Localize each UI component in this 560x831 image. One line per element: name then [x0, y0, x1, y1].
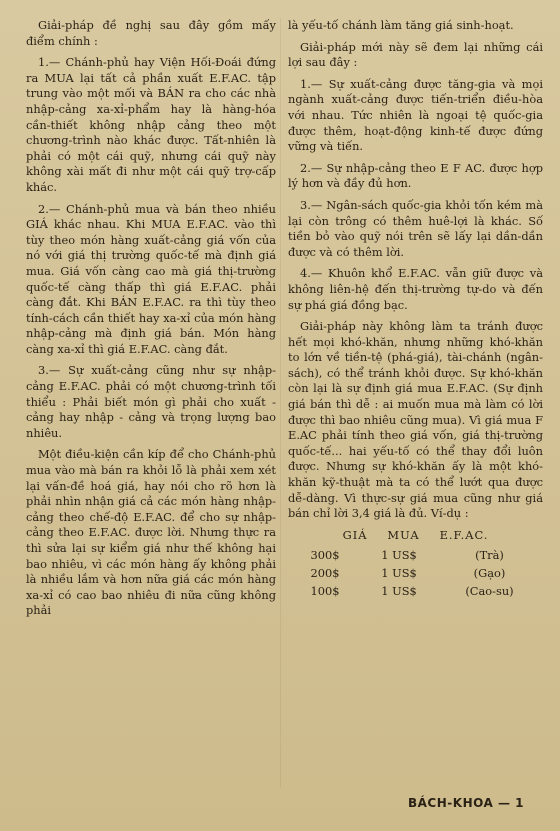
price-cell: 100$	[310, 583, 340, 598]
price-cell: 200$	[310, 566, 340, 580]
unit-cell: 1 US$	[381, 583, 417, 598]
paragraph: 2.— Sự nhập-cảng theo E F AC. được hợp lý hơn và đầy đủ hơn.	[288, 160, 543, 191]
item-cell: (Gạo)	[473, 566, 506, 580]
price-table-header	[288, 528, 543, 544]
right-column	[288, 18, 543, 600]
table-row	[288, 565, 543, 583]
column-divider	[280, 18, 281, 788]
price-table	[288, 547, 543, 600]
paragraph: 3.— Sự xuất-cảng cũng như sự nhập-cảng E.F.AC. phải có một chương-trình tối thiểu : Phải biết món gì phải cho xuất - cảng hay nhập - cảng và trọng lượng bao nhiêu.	[26, 363, 276, 440]
price-cell: 300$	[310, 548, 340, 563]
paragraph: Giải-pháp này không làm ta tránh được hết mọi khó-khăn, nhưng những khó-khăn to lớn về tiền-tệ (phá-giá), tài-chánh (ngân-sách), có thể tránh khỏi được. Sự khó-khăn còn lại là sự định giá mua E.F.AC. (Sự định giá bán thì dễ : ai muốn mua mà làm có lời được thì bao nhiêu cũng mua). Vì giá mua F E.AC phải tính theo giá vốn, giá thị-trường quốc-tế... hai yếu-tố có thể thay đổi luôn được. Nhưng sự khó-khăn ấy là một khó-khăn kỹ-thuật mà ta có thể lướt qua được dễ-dàng. Vì thực-sự giá mua cũng như giá bán chỉ lời 3,4 giá là đủ. Ví-dụ :	[288, 319, 543, 521]
price-header-col3: E.F.AC.	[439, 527, 489, 542]
unit-cell: 1 US$	[381, 566, 417, 580]
item-cell: (Cao-su)	[465, 583, 514, 598]
table-row	[288, 583, 543, 601]
paragraph: Một điều-kiện cần kíp để cho Chánh-phủ mua vào mà bán ra khỏi lỗ là phải xem xét lại vấn-đề hoá giá, hay nói cho rõ hơn là phải nhìn nhận giá cả các món hàng nhập-cảng theo chế-độ E.F.AC. để cho sự nhập-cảng theo E.F.AC. được lời. Nhưng thực ra thì sửa lại sự kiểm giá như thế không hại bao nhiêu, vì các món hàng ấy không phải là nhiều lắm và hơn nữa giá các món hàng xa-xỉ có cao bao nhiêu đi nữa cũng không phải	[26, 447, 276, 618]
paragraph: 1.— Sự xuất-cảng được tăng-gia và mọi ngành xuất-cảng được tiến-triển điều-hòa với nhau. Tức nhiên là ngoại tệ quốc-gia được thêm, hoạt-động kinh-tế được đứng vững và tiến.	[288, 76, 543, 154]
paragraph: 1.— Chánh-phủ hay Viện Hối-Đoái đứng ra MUA lại tất cả phần xuất E.F.AC. tập trung vào một mối và BÁN ra cho các nhà nhập-cảng xa-xỉ-phẩm hay là hàng-hóa cần-thiết không nhập cảng theo một chương-trình nào khác được. Tất-nhiên là phải có một cái quỹ, nhưng cái quỹ này không xài mất đi như một cái quỹ trợ-cấp khác.	[26, 55, 276, 194]
paragraph: 2.— Chánh-phủ mua và bán theo nhiều GIÁ khác nhau. Khi MUA E.F.AC. vào thì tùy theo món hàng xuất-cảng giá vốn của nó với giá thị trường quốc-tế mà định giá mua. Giá vốn càng cao mà giá thị-trường quốc-tế càng thấp thì giá E.F.AC. phải càng đắt. Khi BÁN E.F.AC. ra thì tùy theo tính-cách cần thiết hay xa-xỉ của món hàng nhập-cảng mà định giá bán. Món hàng càng xa-xỉ thì giá E.F.AC. càng đắt.	[26, 201, 276, 356]
price-header-col2: MUA	[387, 527, 420, 542]
left-column	[26, 18, 276, 625]
price-header-col1: GIÁ	[342, 527, 368, 542]
paragraph: Giải-pháp đề nghị sau đây gồm mấy điểm chính :	[26, 18, 276, 48]
table-row	[288, 547, 543, 565]
paragraph: là yếu-tố chánh làm tăng giá sinh-hoạt.	[288, 18, 514, 32]
paragraph: 4.— Khuôn khổ E.F.AC. vẫn giữ được và không liên-hệ đến thị-trường tự-do và đến sự phá giá đồng bạc.	[288, 266, 543, 312]
unit-cell: 1 US$	[381, 548, 417, 563]
paragraph: Giải-pháp mới này sẽ đem lại những cái lợi sau đây :	[288, 39, 543, 70]
item-cell: (Trà)	[475, 548, 504, 563]
paragraph: 3.— Ngân-sách quốc-gia khỏi tốn kém mà lại còn trông có thêm huê-lợi là khác. Số tiền bỏ vào quỹ nói trên sẽ lấy lại dần-dần được và có thêm lời.	[288, 197, 543, 259]
page-footer: BÁCH-KHOA — 1	[408, 796, 524, 810]
